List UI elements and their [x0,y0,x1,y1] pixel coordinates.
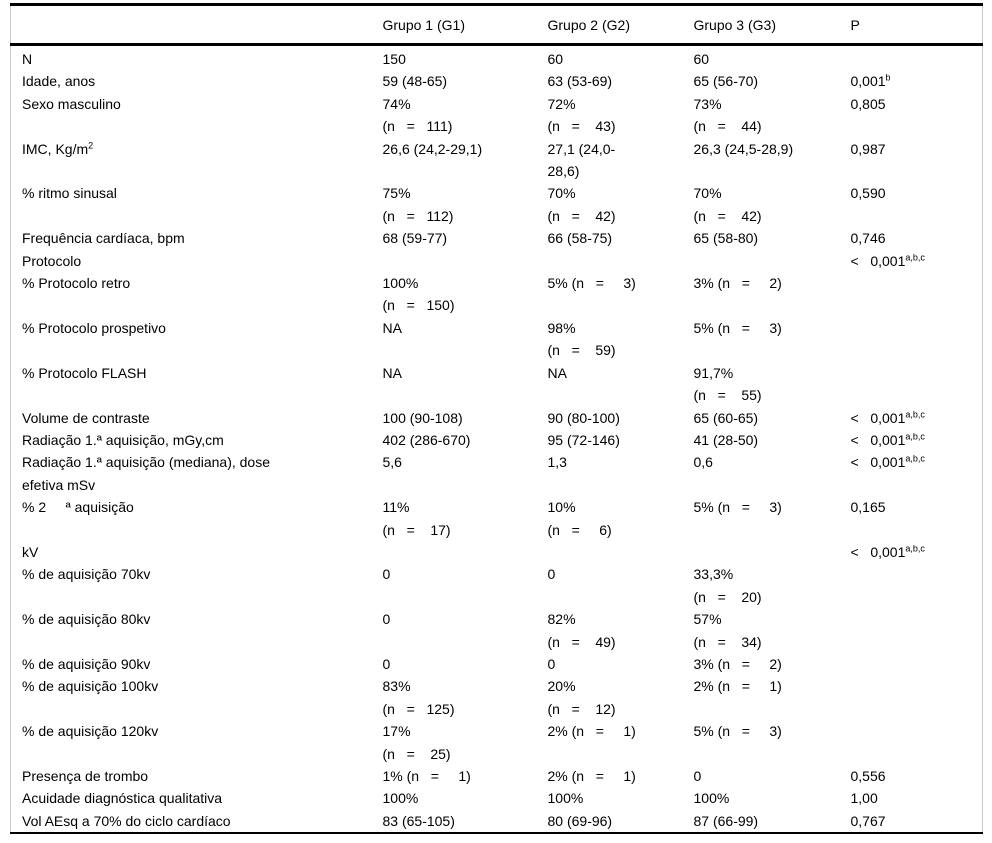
table-body [11,45,983,834]
cell-grupo3: 0 [693,768,702,784]
cell-p: 1,00 [850,790,878,807]
cell-grupo1: 75% (n = 112) [382,185,454,224]
cell-grupo3: 57% (n = 34) [693,611,762,650]
row-label: Sexo masculino [22,95,121,112]
cell-grupo1: 59 (48-65) [382,73,448,90]
cell-grupo1 [372,541,537,563]
cell-p [840,608,983,653]
cell-grupo3: 65 (60-65) [693,409,759,426]
row-label: % Protocolo FLASH [22,364,147,381]
row-label: Frequência cardíaca, bpm [22,230,185,247]
table-row [11,541,983,563]
cell-p: < 0,001$^{a,b,c}$ [850,453,925,471]
cell-grupo2: 70% (n = 42) [547,185,616,224]
cell-grupo3: 26,3 (24,5-28,9) [693,140,794,157]
cell-grupo1: 0 [382,611,391,628]
superscript-note: a,b,c [905,543,925,554]
cell-grupo3: 60 [693,51,710,67]
cell-p: 0,746 [850,230,886,247]
cell-grupo1: 0 [382,566,391,583]
cell-grupo2: 82% (n = 49) [547,611,616,650]
cell-grupo2: 63 (53-69) [547,73,613,90]
cell-grupo3: 2% (n = 1) [693,678,782,695]
row-label: % de aquisição 70kv [22,566,151,583]
table-header [11,5,983,45]
cell-p: 0,001$^b$ [850,72,891,90]
table-row [11,675,983,720]
cell-grupo1: NA [382,364,402,381]
cell-grupo1: 5,6 [382,454,402,471]
cell-grupo3: 3% (n = 2) [693,655,782,672]
row-label: kV [22,543,39,560]
cell-grupo1: 100% (n = 150) [382,275,455,314]
row-label: Presença de trombo [22,768,149,784]
table-row [11,765,983,787]
comparison-table [10,3,983,834]
table-row [11,138,983,183]
row-label: IMC, $Kg/m^2$ [22,139,94,157]
cell-p: 0,767 [850,812,886,829]
row-label: Volume de contraste [22,409,150,426]
cell-grupo1: 11% (n = 17) [382,499,451,538]
cell-grupo3 [683,541,840,563]
row-label: % de aquisição 100kv [22,678,159,695]
cell-grupo3: 5% (n = 3) [693,319,782,336]
header-grupo1: Grupo 1 (G1) [372,5,537,45]
cell-grupo2: 100% [547,790,584,807]
row-label: Idade, anos [22,73,96,90]
table-row [11,272,983,317]
cell-grupo1: 150 [382,51,406,67]
row-label: % Protocolo prospetivo [22,319,166,336]
superscript-note: a,b,c [905,408,925,419]
cell-grupo2: 95 (72-146) [547,431,620,448]
cell-grupo3: 70% (n = 42) [693,185,762,224]
cell-p [840,362,983,407]
cell-p [840,675,983,720]
table-row [11,317,983,362]
header-empty [11,5,372,45]
cell-p: 0,805 [850,95,886,112]
cell-grupo2: 27,1 (24,0- 28,6) [547,140,616,180]
cell-grupo3: 5% (n = 3) [693,723,782,740]
cell-grupo2: 66 (58-75) [547,230,613,247]
cell-grupo2: 90 (80-100) [547,409,620,426]
cell-grupo1: 0 [382,655,391,672]
cell-p: < 0,001$^{a,b,c}$ [850,252,925,269]
row-label: Protocolo [22,252,82,269]
header-row [11,5,983,45]
cell-grupo2: 2% (n = 1) [547,723,636,740]
cell-grupo3: 3% (n = 2) [693,275,782,292]
row-label: Radiação 1.ª aquisição (mediana), dose efetiva mSv [22,454,270,493]
cell-p: 0,590 [850,185,886,202]
cell-p [840,45,983,71]
table-row [11,70,983,92]
row-label: % de aquisição 80kv [22,611,151,628]
table-row [11,227,983,249]
cell-p: < 0,001$^{a,b,c}$ [850,431,925,448]
table-row [11,429,983,451]
cell-grupo2: 5% (n = 3) [547,275,636,292]
table-row [11,496,983,541]
cell-p [840,563,983,608]
cell-grupo2: 0 [547,566,556,583]
header-p: P [840,5,983,45]
cell-grupo2: 60 [547,51,564,67]
cell-p: 0,987 [850,140,886,157]
table-row [11,787,983,809]
cell-grupo2: 80 (69-96) [547,812,613,829]
superscript-note: a,b,c [905,252,925,262]
cell-grupo1: NA [382,319,402,336]
superscript-note: a,b,c [905,453,925,464]
row-label: % de aquisição 120kv [22,723,159,740]
superscript-note: a,b,c [905,431,925,442]
cell-grupo2 [537,250,683,272]
cell-grupo1 [372,250,537,272]
cell-grupo2: 98% (n = 59) [547,319,616,359]
superscript-note: b [885,72,891,83]
row-label: Acuidade diagnóstica qualitativa [22,790,223,807]
cell-grupo1: 100% [382,790,419,807]
row-label: N [22,51,33,67]
cell-grupo1: 402 (286-670) [382,431,471,448]
cell-grupo3: 100% [693,790,730,807]
cell-p: 0,165 [850,499,886,516]
table-row [11,810,983,833]
cell-grupo3: 91,7% (n = 55) [693,364,762,404]
cell-grupo2: 20% (n = 12) [547,678,616,717]
cell-grupo3: 0,6 [693,454,713,471]
table-row [11,720,983,765]
table-row [11,182,983,227]
cell-p [840,317,983,362]
row-label: Radiação 1.ª aquisição, mGy,cm [22,431,224,448]
cell-grupo2: 2% (n = 1) [547,768,636,784]
table-row [11,563,983,608]
cell-grupo1: 26,6 (24,2-29,1) [382,140,483,157]
cell-grupo2: 1,3 [547,454,567,471]
cell-p: < 0,001$^{a,b,c}$ [850,408,925,426]
table-row [11,45,983,71]
cell-grupo3: 65 (56-70) [693,73,759,90]
cell-grupo3: 87 (66-99) [693,812,759,829]
cell-grupo1: 74% (n = 111) [382,95,453,135]
cell-grupo2: 10% (n = 6) [547,499,612,538]
cell-p [840,720,983,765]
cell-grupo1: 83 (65-105) [382,812,455,829]
cell-p: 0,556 [850,768,886,784]
table-row [11,362,983,407]
cell-grupo2: 0 [547,655,556,672]
table-row [11,451,983,496]
cell-p [840,653,983,675]
header-grupo3: Grupo 3 (G3) [683,5,840,45]
cell-grupo3: 65 (58-80) [693,230,759,247]
cell-grupo1: 17% (n = 25) [382,723,451,762]
cell-grupo3 [683,250,840,272]
cell-grupo2: NA [547,364,567,381]
row-label: % de aquisição 90kv [22,655,151,672]
cell-grupo3: 41 (28-50) [693,431,759,448]
cell-grupo1: 68 (59-77) [382,230,448,247]
cell-p: < 0,001$^{a,b,c}$ [850,543,925,560]
cell-grupo2: 72% (n = 43) [547,95,616,135]
table-row [11,93,983,138]
table-row [11,250,983,272]
table-row [11,653,983,675]
header-grupo2: Grupo 2 (G2) [537,5,683,45]
cell-grupo1: 1% (n = 1) [382,768,471,784]
cell-grupo3: 5% (n = 3) [693,499,782,516]
table-row [11,407,983,429]
row-label: % Protocolo retro [22,275,131,292]
cell-p [840,272,983,317]
superscript-note: 2 [88,139,94,150]
row-label: % ritmo sinusal [22,185,117,202]
row-label: % 2 ª aquisição [22,499,134,516]
row-label: Vol AEsq a 70% do ciclo cardíaco [22,812,231,829]
cell-grupo3: 33,3% (n = 20) [693,566,762,605]
cell-grupo1: 83% (n = 125) [382,678,455,717]
table-row [11,608,983,653]
cell-grupo2 [537,541,683,563]
cell-grupo3: 73% (n = 44) [693,95,762,135]
cell-grupo1: 100 (90-108) [382,409,463,426]
